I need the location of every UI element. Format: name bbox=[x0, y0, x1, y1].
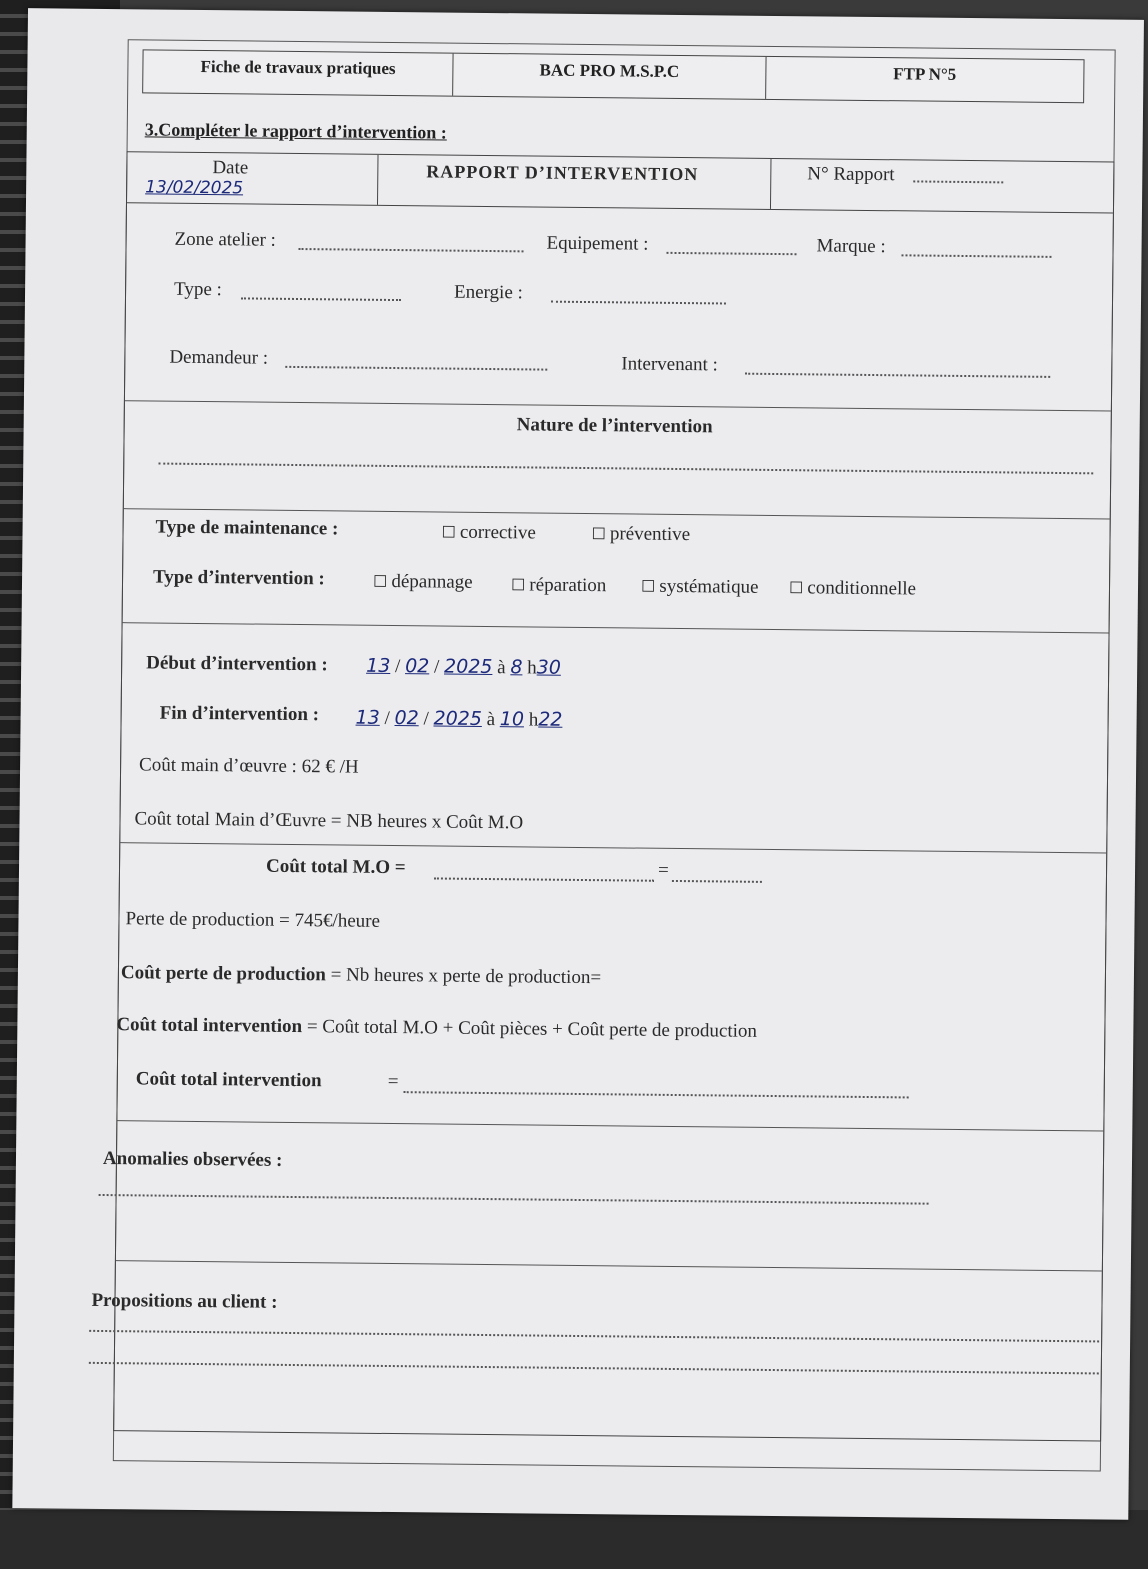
cout-total-int-label: Coût total intervention bbox=[116, 1014, 303, 1038]
checkbox-icon: ☐ bbox=[591, 526, 606, 544]
maintenance-type-label: Type de maintenance : bbox=[155, 516, 339, 540]
checkbox-icon: ☐ bbox=[640, 578, 656, 596]
fin-label: Fin d’intervention : bbox=[159, 702, 320, 726]
energie-field[interactable] bbox=[551, 301, 726, 305]
option-label: réparation bbox=[529, 574, 607, 597]
fin-value[interactable]: 13 / 02 / 2025 à 10 h22 bbox=[355, 706, 563, 731]
debut-min: 30 bbox=[536, 656, 562, 679]
date-value[interactable]: 13/02/2025 bbox=[145, 177, 244, 199]
fin-month: 02 bbox=[394, 707, 419, 730]
option-label: corrective bbox=[459, 521, 536, 544]
intervention-report bbox=[91, 151, 1114, 1441]
debut-year: 2025 bbox=[443, 655, 493, 679]
cout-total-int-label2: Coût total intervention bbox=[135, 1068, 322, 1092]
option-preventive[interactable] bbox=[591, 523, 690, 546]
cout-perte-label: Coût perte de production bbox=[120, 962, 327, 986]
type-label: Type : bbox=[173, 278, 222, 301]
checkbox-icon: ☐ bbox=[510, 577, 526, 595]
checkbox-icon: ☐ bbox=[441, 524, 456, 542]
cout-perte-formula: = Nb heures x perte de production= bbox=[325, 964, 602, 989]
option-depannage[interactable] bbox=[373, 571, 473, 594]
propositions-field-2[interactable] bbox=[89, 1362, 1099, 1375]
h-word: h bbox=[527, 657, 537, 679]
a-word: à bbox=[497, 657, 506, 679]
equals-sign: = bbox=[657, 859, 669, 881]
header-ftp-number: FTP N°5 bbox=[893, 64, 957, 84]
fin-min: 22 bbox=[538, 708, 563, 731]
header-title: Fiche de travaux pratiques bbox=[143, 50, 454, 95]
cout-total-int-field[interactable] bbox=[404, 1091, 909, 1098]
report-number-label: N° Rapport bbox=[807, 163, 895, 186]
a-word: à bbox=[486, 708, 496, 731]
type-field[interactable] bbox=[241, 297, 401, 301]
equipement-label: Equipement : bbox=[546, 232, 649, 255]
report-number-cell bbox=[771, 159, 1112, 213]
zone-field[interactable] bbox=[299, 248, 524, 252]
date-label: Date bbox=[212, 157, 249, 179]
nature-label: Nature de l’intervention bbox=[516, 414, 713, 438]
zone-label: Zone atelier : bbox=[174, 228, 277, 251]
cout-perte-line bbox=[121, 962, 601, 989]
report-header-row bbox=[127, 152, 1113, 213]
marque-label: Marque : bbox=[816, 235, 886, 258]
checkbox-icon: ☐ bbox=[372, 573, 388, 591]
cout-total-mo-result[interactable] bbox=[672, 880, 762, 883]
perte-label: Perte de production = 745€/heure bbox=[125, 908, 381, 932]
anomalies-label: Anomalies observées : bbox=[102, 1148, 283, 1171]
header-course: BAC PRO M.S.P.C bbox=[453, 54, 766, 99]
energie-label: Energie : bbox=[453, 281, 523, 304]
option-corrective[interactable] bbox=[441, 522, 536, 545]
debut-month: 02 bbox=[405, 655, 430, 678]
cout-total-mo-field[interactable] bbox=[434, 877, 654, 881]
h-word: h bbox=[528, 709, 539, 731]
cout-total-mo-label: Coût total M.O = bbox=[265, 855, 406, 879]
report-title: RAPPORT D’INTERVENTION bbox=[426, 161, 699, 185]
cout-total-int-formula: = Coût total M.O + Coût pièces + Coût perte de production bbox=[302, 1016, 758, 1042]
section-title: 3.Compléter le rapport d’intervention : bbox=[144, 119, 447, 143]
divider bbox=[123, 622, 1109, 633]
fin-hour: 10 bbox=[499, 708, 525, 731]
option-label: préventive bbox=[609, 523, 691, 546]
intervenant-label: Intervenant : bbox=[621, 353, 718, 376]
divider bbox=[117, 1120, 1103, 1131]
propositions-label: Propositions au client : bbox=[91, 1289, 278, 1313]
option-conditionnelle[interactable] bbox=[789, 577, 916, 600]
option-label: systématique bbox=[659, 575, 759, 598]
marque-field[interactable] bbox=[901, 254, 1051, 258]
debut-hour: 8 bbox=[510, 656, 523, 679]
debut-day: 13 bbox=[366, 654, 391, 677]
demandeur-label: Demandeur : bbox=[169, 346, 269, 369]
equipement-field[interactable] bbox=[666, 252, 796, 255]
divider bbox=[125, 400, 1111, 411]
option-systematique[interactable] bbox=[641, 576, 759, 599]
fin-year: 2025 bbox=[433, 707, 483, 730]
intervenant-field[interactable] bbox=[745, 373, 1050, 378]
nature-field[interactable] bbox=[158, 463, 1093, 475]
option-label: conditionnelle bbox=[807, 577, 917, 600]
paper-sheet bbox=[12, 8, 1144, 1520]
demandeur-field[interactable] bbox=[285, 366, 547, 371]
cout-total-formula: Coût total Main d’Œuvre = NB heures x Coût M.O bbox=[134, 808, 524, 834]
report-number-field[interactable] bbox=[913, 180, 1003, 183]
date-cell bbox=[127, 152, 379, 205]
option-label: dépannage bbox=[391, 570, 473, 593]
fin-day: 13 bbox=[355, 706, 380, 729]
cout-total-int-line bbox=[116, 1014, 757, 1043]
option-reparation[interactable] bbox=[511, 574, 607, 597]
divider bbox=[120, 842, 1106, 853]
divider bbox=[116, 1260, 1102, 1271]
anomalies-field[interactable] bbox=[99, 1194, 929, 1205]
propositions-field-1[interactable] bbox=[89, 1330, 1099, 1343]
cout-mo-label: Coût main d’œuvre : 62 € /H bbox=[139, 754, 359, 778]
debut-value[interactable]: 13 / 02 / 2025 à 8 h30 bbox=[366, 654, 562, 679]
equals-sign: = bbox=[387, 1070, 399, 1093]
intervention-type-label: Type d’intervention : bbox=[152, 566, 325, 590]
checkbox-icon: ☐ bbox=[788, 580, 804, 598]
report-title-cell bbox=[378, 155, 772, 209]
debut-label: Début d’intervention : bbox=[146, 652, 328, 676]
background-bottom bbox=[0, 1510, 1148, 1569]
